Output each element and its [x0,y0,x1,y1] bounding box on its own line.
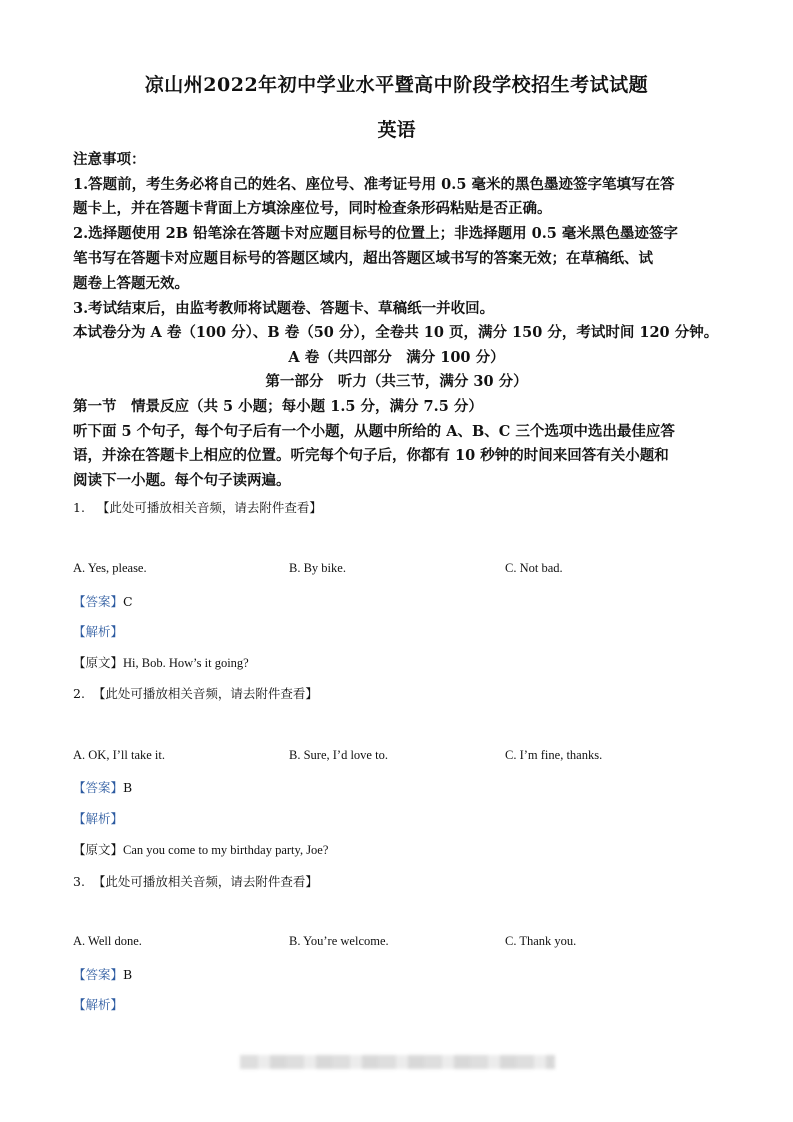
notice-line: 本试卷分为 A 卷（100 分）、B 卷（50 分），全卷共 10 页，满分 150 分，考试时间 120 分钟。 [73,324,719,341]
instruction-line: 听下面 5 个句子，每个句子后有一个小题，从题中所给的 A、B、C 三个选项中选出最佳应答 [73,423,675,440]
section-one-heading: 第一节 情景反应（共 5 小题；每小题 1.5 分，满分 7.5 分） [73,398,483,415]
notice-line: 题卷上答题无效。 [73,275,189,292]
original-text: Hi, Bob. How’s it going? [123,656,249,670]
answer-line [73,778,132,796]
instruction-line: 阅读下一小题。每个句子读两遍。 [73,472,291,489]
notice-line: 题卡上，并在答题卡背面上方填涂座位号，同时检查条形码粘贴是否正确。 [73,200,552,217]
audio-placeholder: 【此处可播放相关音频，请去附件查看】 [92,874,318,889]
audio-placeholder: 【此处可播放相关音频，请去附件查看】 [92,686,318,701]
answer-value: C [123,594,133,609]
question-prompt [73,872,318,890]
notice-heading: 注意事项： [73,151,146,168]
analysis-tag: 【解析】 [73,624,124,639]
option-a: A. Well done. [73,934,142,948]
option-b: B. By bike. [289,561,346,575]
notice-line: 1.答题前，考生务必将自己的姓名、座位号、准考证号用 0.5 毫米的黑色墨迹签字笔填写在答 [73,176,675,193]
option-a: A. Yes, please. [73,561,147,575]
answer-tag: 【答案】 [73,594,124,609]
question-prompt [73,498,322,516]
original-line [73,653,249,671]
question-prompt [73,684,318,702]
option-a: A. OK, I’ll take it. [73,748,165,762]
question-number: 2. [73,686,85,701]
answer-line [73,592,133,610]
original-tag: 【原文】 [73,655,124,670]
answer-value: B [123,780,133,795]
analysis-tag: 【解析】 [73,811,124,826]
option-b: B. Sure, I’d love to. [289,748,388,762]
answer-value: B [123,967,133,982]
original-line [73,840,328,858]
notice-line: 2.选择题使用 2B 铅笔涂在答题卡对应题目标号的位置上；非选择题用 0.5 毫米黑色墨迹签字 [73,225,678,242]
subject-title: 英语 [377,119,416,141]
question-number: 3. [73,874,85,889]
original-tag: 【原文】 [73,842,124,857]
option-c: C. Thank you. [505,934,577,948]
part-one-heading: 第一部分 听力（共三节，满分 30 分） [265,373,528,390]
question-number: 1. [73,500,85,515]
analysis-tag: 【解析】 [73,997,124,1012]
answer-tag: 【答案】 [73,967,124,982]
answer-line [73,965,132,983]
audio-placeholder: 【此处可播放相关音频，请去附件查看】 [96,500,322,515]
notice-line: 笔书写在答题卡对应题目标号的答题区域内，超出答题区域书写的答案无效；在草稿纸、试 [73,250,653,267]
instruction-line: 语，并涂在答题卡上相应的位置。听完每个句子后，你都有 10 秒钟的时间来回答有关小题和 [73,447,669,464]
notice-line: 3.考试结束后，由监考教师将试题卷、答题卡、草稿纸一并收回。 [73,300,495,317]
section-a-heading: A 卷（共四部分 满分 100 分） [288,349,505,366]
option-c: C. Not bad. [505,561,563,575]
exam-title: 凉山州2022年初中学业水平暨高中阶段学校招生考试试题 [144,74,649,96]
blurred-footer-watermark [240,1055,555,1069]
option-b: B. You’re welcome. [289,934,389,948]
option-c: C. I’m fine, thanks. [505,748,603,762]
answer-tag: 【答案】 [73,780,124,795]
original-text: Can you come to my birthday party, Joe? [123,843,329,857]
